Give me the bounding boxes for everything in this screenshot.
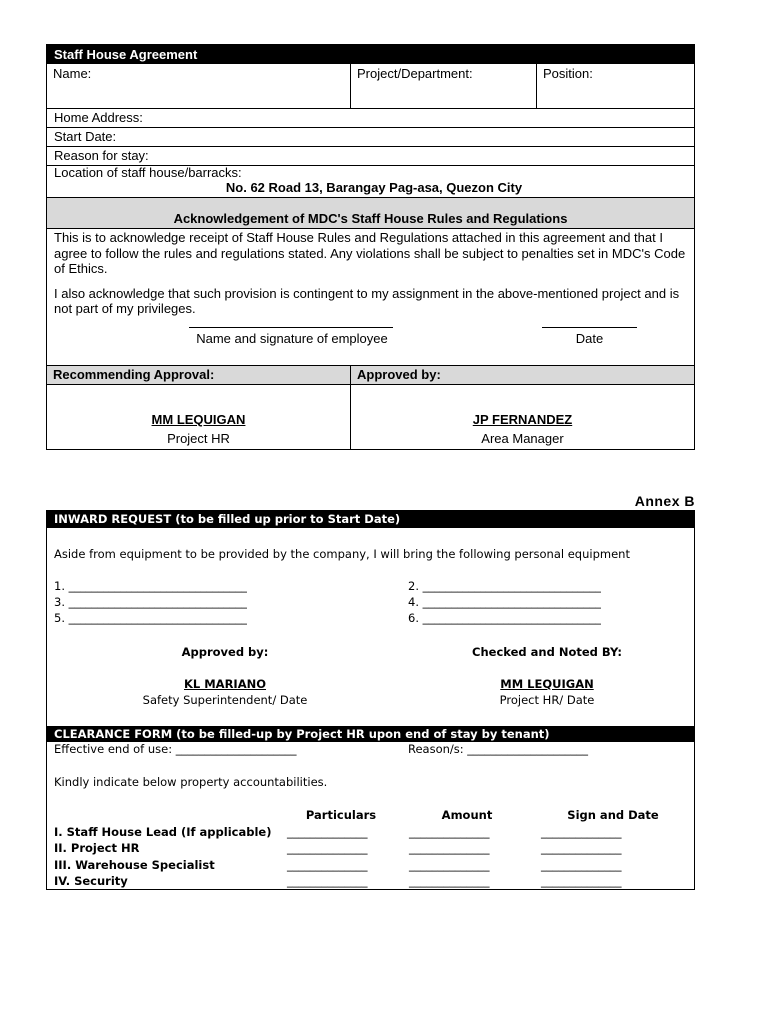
clearance-row-labels — [54, 824, 271, 889]
date-label: Date — [575, 331, 604, 346]
location-label: Location of staff house/barracks: — [54, 165, 242, 180]
approver-title: Area Manager — [481, 431, 564, 446]
approver-name: JP FERNANDEZ — [472, 412, 573, 427]
column-particulars: Particulars — [305, 808, 377, 822]
inward-request-text: Aside from equipment to be provided by the company, I will bring the following personal equipment — [54, 547, 630, 561]
reason-field[interactable]: Reason for stay: — [47, 146, 694, 165]
equipment-list-right — [408, 578, 601, 626]
ack-paragraph-1: This is to acknowledge receipt of Staff House Rules and Regulations attached in this agreement and that I agree to follow the rules and regulations stated. Any violations shall be subject to penalties set in MDC's Code of Ethics. — [54, 230, 686, 276]
clearance-form-title: CLEARANCE FORM (to be filled-up by Project HR upon end of stay by tenant) — [47, 726, 694, 742]
date-line — [542, 327, 637, 328]
equipment-list-left — [54, 578, 247, 626]
inward-approved-by-label: Approved by: — [181, 645, 269, 659]
column-amount: Amount — [441, 808, 493, 822]
inward-request-title: INWARD REQUEST (to be filled up prior to Start Date) — [47, 511, 694, 528]
sign-date-blanks — [541, 824, 622, 889]
approval-signatures — [47, 384, 694, 449]
recommending-approval-label: Recommending Approval: — [53, 367, 215, 382]
equipment-item-4[interactable]: 4. _______________________________ — [408, 595, 601, 609]
position-field[interactable]: Position: — [536, 64, 694, 108]
ack-title: Acknowledgement of MDC's Staff House Rules and Regulations — [47, 197, 694, 228]
particulars-blank[interactable]: ______________ — [287, 873, 368, 888]
clearance-row-staff-house-lead: I. Staff House Lead (If applicable) — [54, 825, 272, 839]
particulars-blank[interactable]: ______________ — [287, 841, 368, 856]
property-accountabilities-text: Kindly indicate below property accountabilities. — [54, 775, 328, 789]
sign-date-blank[interactable]: ______________ — [541, 825, 622, 839]
signature-label: Name and signature of employee — [196, 331, 388, 346]
approver-block — [350, 385, 694, 449]
column-sign-date: Sign and Date — [567, 808, 659, 822]
ack-body — [47, 228, 694, 365]
amount-blank[interactable]: ______________ — [409, 857, 490, 872]
amount-blank[interactable]: ______________ — [409, 825, 490, 839]
project-field[interactable]: Project/Department: — [350, 64, 536, 108]
safety-superintendent-title: Safety Superintendent/ Date — [142, 693, 308, 707]
safety-superintendent-name: KL MARIANO — [183, 677, 267, 691]
recommender-title: Project HR — [167, 431, 230, 446]
equipment-item-6[interactable]: 6. _______________________________ — [408, 611, 601, 625]
signature-line — [189, 327, 393, 328]
equipment-item-2[interactable]: 2. _______________________________ — [408, 579, 601, 593]
clearance-row-security: IV. Security — [54, 873, 128, 888]
annex-label: Annex B — [634, 493, 695, 509]
clearance-row-warehouse: III. Warehouse Specialist — [54, 857, 215, 872]
particulars-blanks — [287, 824, 368, 889]
clearance-row-project-hr: II. Project HR — [54, 841, 140, 856]
amount-blank[interactable]: ______________ — [409, 873, 490, 888]
start-date-field[interactable]: Start Date: — [47, 127, 694, 146]
location-value: No. 62 Road 13, Barangay Pag-asa, Quezon City — [225, 180, 523, 195]
staff-house-agreement-form — [46, 44, 695, 450]
reasons-field[interactable]: Reason/s: _____________________ — [408, 742, 589, 756]
approved-by-label: Approved by: — [350, 366, 694, 384]
recommender-name: MM LEQUIGAN — [151, 412, 246, 427]
equipment-item-3[interactable]: 3. _______________________________ — [54, 595, 247, 609]
annex-b-form — [46, 510, 695, 890]
sign-date-blank[interactable]: ______________ — [541, 857, 622, 872]
project-hr-title: Project HR/ Date — [499, 693, 595, 707]
ack-paragraph-2: I also acknowledge that such provision is contingent to my assignment in the above-mentioned project and is not part of my privileges. — [54, 285, 680, 316]
particulars-blank[interactable]: ______________ — [287, 825, 368, 839]
name-row — [47, 64, 694, 108]
effective-end-field[interactable]: Effective end of use: _____________________ — [54, 742, 297, 756]
amount-blanks — [409, 824, 490, 889]
particulars-blank[interactable]: ______________ — [287, 857, 368, 872]
amount-blank[interactable]: ______________ — [409, 841, 490, 856]
equipment-item-1[interactable]: 1. _______________________________ — [54, 579, 247, 593]
project-hr-name: MM LEQUIGAN — [500, 677, 594, 691]
equipment-item-5[interactable]: 5. _______________________________ — [54, 611, 247, 625]
home-address-field[interactable]: Home Address: — [47, 108, 694, 127]
recommending-block — [47, 385, 350, 449]
agreement-title: Staff House Agreement — [47, 45, 694, 64]
name-field[interactable]: Name: — [53, 66, 92, 81]
approval-header — [47, 365, 694, 384]
sign-date-blank[interactable]: ______________ — [541, 873, 622, 888]
checked-noted-label: Checked and Noted BY: — [472, 645, 622, 659]
sign-date-blank[interactable]: ______________ — [541, 841, 622, 856]
location-row — [47, 165, 694, 197]
